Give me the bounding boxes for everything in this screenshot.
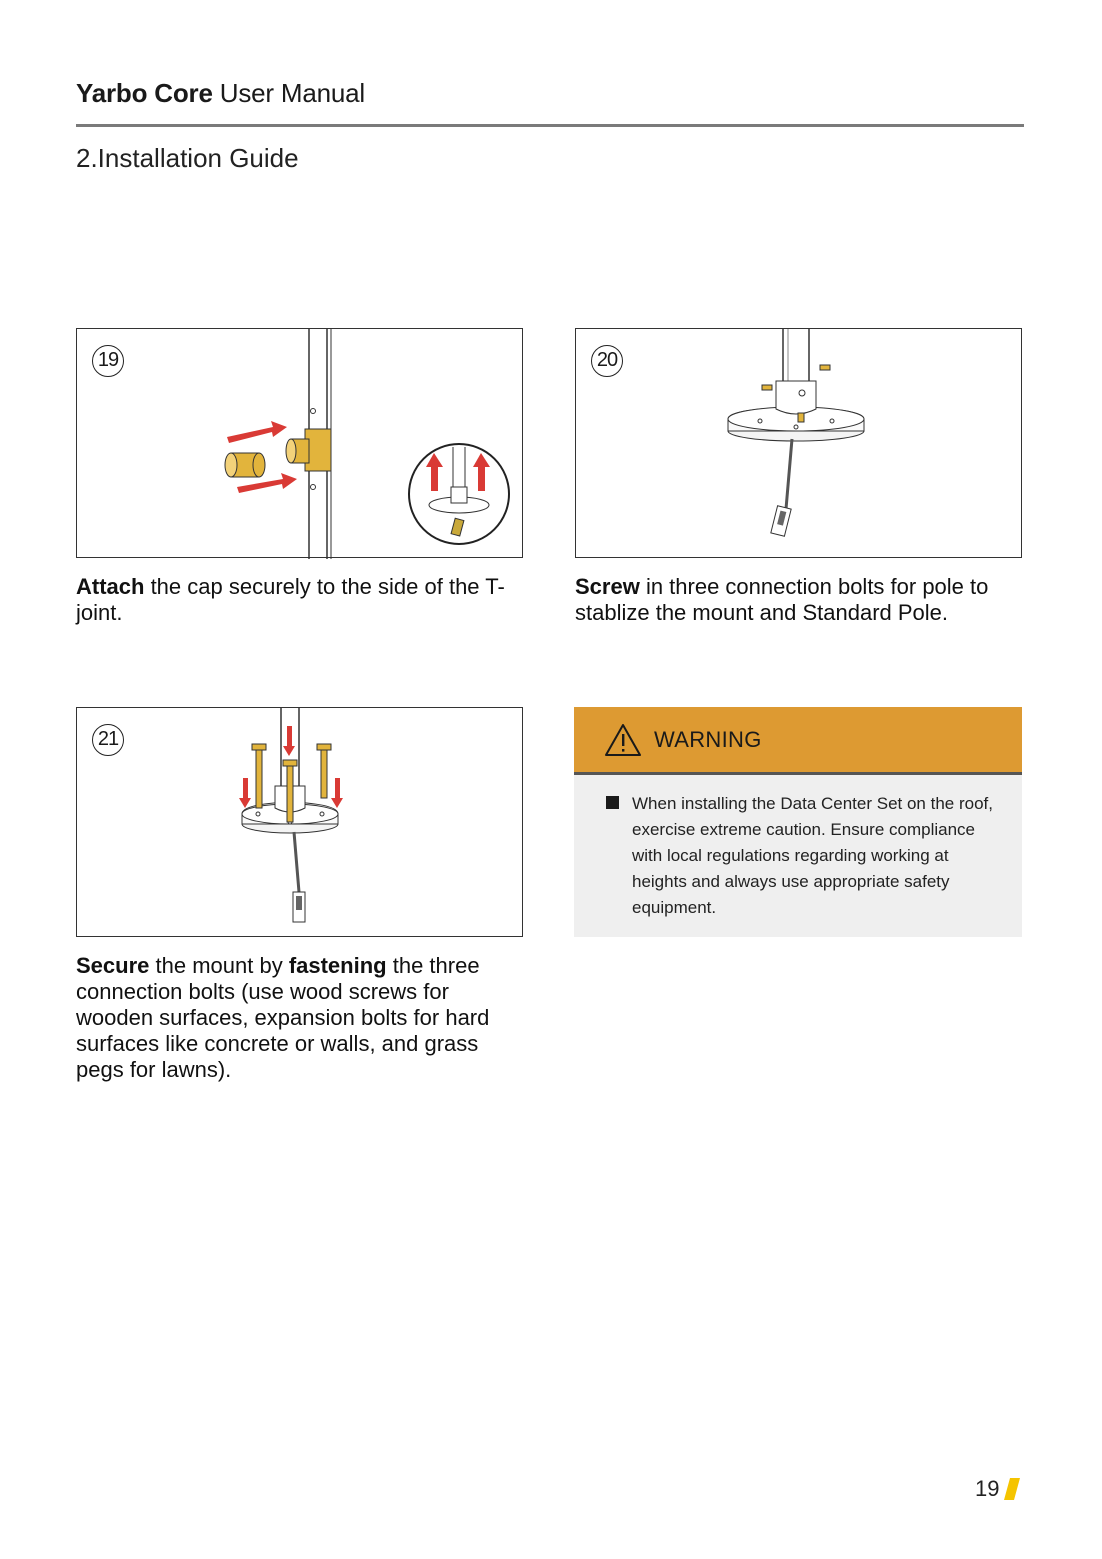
section-title: 2.Installation Guide xyxy=(76,143,299,173)
warning-title: WARNING xyxy=(654,726,762,752)
warning-list-item xyxy=(574,775,1022,921)
step-21-text-b: the three connection bolts (use wood screws for wooden surfaces, expansion bolts for hard surfaces like concrete or walls, and grass pegs for lawns). xyxy=(76,953,490,1082)
step-19-caption xyxy=(76,574,526,626)
step-20-caption xyxy=(575,574,1035,626)
step-21-text-a: the mount by xyxy=(149,953,289,978)
header-divider xyxy=(76,124,1024,127)
step-21-action: Secure xyxy=(76,953,150,978)
cap-attach-illustration xyxy=(77,329,524,559)
step-21-action-2: fastening xyxy=(288,953,387,978)
mount-bolts-illustration xyxy=(576,329,1023,559)
step-number-badge: 21 xyxy=(92,724,124,756)
figure-step-20 xyxy=(575,328,1022,558)
step-19-text: the cap securely to the side of the T-joint. xyxy=(76,574,505,625)
header-brand: Yarbo Core xyxy=(76,78,213,108)
warning-text: When installing the Data Center Set on the roof, exercise extreme caution. Ensure compliance with local regulations regarding working at heights and always use appropriate safety equipment. xyxy=(632,794,993,917)
warning-triangle-icon xyxy=(604,723,642,757)
figure-step-19 xyxy=(76,328,523,558)
figure-step-21 xyxy=(76,707,523,937)
page-accent-mark xyxy=(1004,1478,1020,1500)
warning-header xyxy=(574,707,1022,775)
step-number-badge: 19 xyxy=(92,345,124,377)
step-19-action: Attach xyxy=(76,574,145,599)
step-21-caption xyxy=(76,953,526,1083)
step-20-action: Screw xyxy=(575,574,640,599)
step-20-text: in three connection bolts for pole to stablize the mount and Standard Pole. xyxy=(575,574,989,625)
bullet-square-icon xyxy=(606,796,619,809)
document-header xyxy=(76,78,365,109)
header-subtitle: User Manual xyxy=(219,78,365,108)
step-number-badge: 20 xyxy=(591,345,623,377)
warning-box xyxy=(574,707,1022,937)
page-number: 19 xyxy=(975,1476,1000,1501)
secure-mount-illustration xyxy=(77,708,524,938)
